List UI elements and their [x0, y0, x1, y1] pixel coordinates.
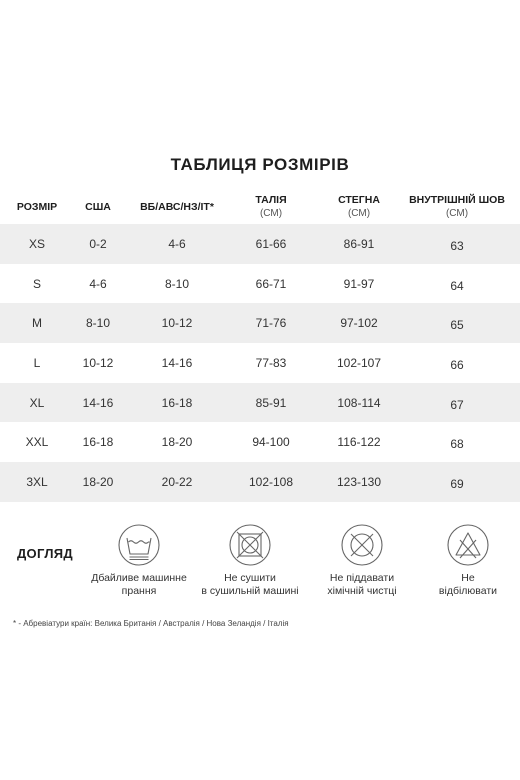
care-item-no-bleach — [408, 524, 520, 598]
care-label: ДОГЛЯД — [17, 546, 73, 561]
cell-size: S — [32, 276, 42, 291]
col-header-usa-label: США — [85, 200, 111, 213]
cell-uk: 10-12 — [161, 316, 193, 331]
cell-inseam: 68 — [450, 437, 464, 452]
cell-size: XXL — [25, 435, 49, 450]
table-row — [0, 383, 520, 423]
cell-inseam: 65 — [450, 318, 464, 333]
col-header-size-label: РОЗМІР — [16, 200, 58, 213]
cell-waist: 77-83 — [255, 355, 287, 370]
cell-hips: 123-130 — [336, 474, 382, 489]
no-dry-clean-icon — [341, 524, 383, 566]
col-header-waist — [255, 190, 286, 224]
col-header-waist-unit: (СМ) — [259, 208, 283, 219]
table-row — [0, 422, 520, 462]
care-item-no-dry-clean — [302, 524, 422, 598]
table-row — [0, 264, 520, 304]
cell-uk: 4-6 — [168, 236, 186, 251]
cell-hips: 102-107 — [336, 355, 382, 370]
cell-uk: 14-16 — [161, 355, 193, 370]
footnote: * - Абревіатури країн: Велика Британія / Австралія / Нова Зеландія / Італія — [13, 619, 289, 628]
cell-inseam: 64 — [450, 278, 464, 293]
cell-hips: 116-122 — [337, 435, 381, 450]
table-row — [0, 343, 520, 383]
cell-uk: 18-20 — [161, 435, 193, 450]
col-header-inseam — [409, 190, 505, 224]
cell-inseam: 69 — [450, 476, 464, 491]
cell-inseam: 67 — [450, 397, 464, 412]
col-header-size — [17, 190, 57, 224]
cell-usa: 0-2 — [89, 236, 107, 251]
care-text-line: відбілювати — [438, 585, 498, 597]
cell-usa: 10-12 — [82, 355, 114, 370]
page-title: ТАБЛИЦЯ РОЗМІРІВ — [170, 155, 350, 174]
table-row — [0, 303, 520, 343]
cell-waist: 85-91 — [255, 395, 287, 410]
care-text-line: Дбайливе машинне — [91, 572, 187, 584]
no-bleach-icon — [447, 524, 489, 566]
col-header-waist-label: ТАЛІЯ — [255, 194, 287, 206]
care-text-line: прання — [121, 585, 157, 597]
col-header-inseam-unit: (СМ) — [445, 208, 469, 219]
cell-uk: 8-10 — [164, 276, 190, 291]
cell-uk: 16-18 — [161, 395, 193, 410]
cell-uk: 20-22 — [161, 474, 193, 489]
table-row — [0, 224, 520, 264]
cell-hips: 108-114 — [337, 395, 381, 410]
cell-waist: 94-100 — [252, 435, 290, 450]
col-header-hips — [338, 190, 380, 224]
col-header-usa — [85, 190, 111, 224]
table-row — [0, 462, 520, 502]
cell-size: M — [32, 316, 42, 331]
cell-usa: 16-18 — [82, 435, 114, 450]
cell-waist: 102-108 — [248, 474, 294, 489]
cell-waist: 71-76 — [255, 316, 287, 331]
size-table-header — [0, 190, 520, 224]
gentle-wash-icon — [118, 524, 160, 566]
cell-usa: 4-6 — [89, 276, 107, 291]
cell-size: XL — [29, 395, 45, 410]
col-header-hips-label: СТЕГНА — [338, 194, 380, 206]
col-header-hips-unit: (СМ) — [347, 208, 371, 219]
size-table-body — [0, 224, 520, 502]
cell-inseam: 66 — [450, 357, 464, 372]
cell-hips: 86-91 — [343, 236, 375, 251]
care-text-line: Не сушити — [224, 572, 276, 584]
care-text-line: в сушильній машині — [201, 585, 299, 597]
cell-hips: 97-102 — [340, 316, 378, 331]
cell-usa: 8-10 — [85, 316, 111, 331]
care-text-line: хімічній чистці — [327, 585, 397, 597]
no-tumble-dry-icon — [229, 524, 271, 566]
cell-size: L — [33, 355, 41, 370]
cell-size: XS — [28, 236, 46, 251]
cell-usa: 18-20 — [82, 474, 114, 489]
care-item-gentle-wash — [79, 524, 199, 598]
cell-waist: 61-66 — [255, 236, 287, 251]
col-header-uk-label: ВБ/АВС/НЗ/ІТ* — [140, 200, 214, 213]
cell-usa: 14-16 — [82, 395, 114, 410]
cell-hips: 91-97 — [343, 276, 375, 291]
col-header-inseam-label: ВНУТРІШНІЙ ШОВ — [409, 194, 505, 206]
cell-waist: 66-71 — [255, 276, 287, 291]
care-item-no-tumble-dry — [190, 524, 310, 598]
cell-size: 3XL — [26, 474, 48, 489]
care-text-line: Не піддавати — [329, 572, 395, 584]
cell-inseam: 63 — [450, 238, 464, 253]
care-text-line: Не — [461, 572, 475, 584]
col-header-uk — [140, 190, 214, 224]
